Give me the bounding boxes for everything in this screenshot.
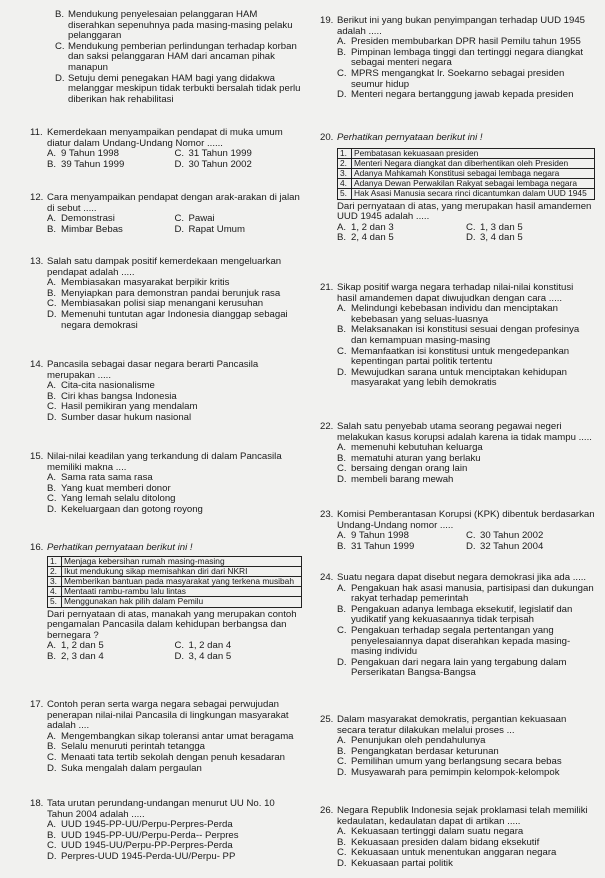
option-letter: A.: [47, 640, 57, 652]
text: membeli barang mewah: [351, 473, 454, 485]
options: [30, 149, 302, 170]
text: 3, 4 dan 5: [480, 232, 523, 244]
option-letter: D.: [174, 158, 185, 170]
option-letter: C.: [174, 640, 185, 652]
question-stem: [320, 283, 595, 304]
option-c: [320, 69, 595, 90]
question-20: [320, 133, 595, 244]
option-d: [466, 542, 595, 553]
text: Membiasakan polisi siap menangani kerusuhan: [61, 298, 264, 310]
text: Cara menyampaikan pendapat dengan arak-arakan di jalan di sebut .....: [47, 192, 300, 214]
question-25: [320, 715, 595, 779]
text: Komisi Pemberantasan Korupsi (KPK) dibentuk berdasarkan Undang-Undang nomor .....: [337, 509, 595, 531]
option-letter: D.: [337, 766, 347, 778]
statement-row: 3. Memberikan bantuan pada masyarakat yang terkena musibah: [48, 577, 302, 587]
question-22: [320, 422, 595, 486]
text: Kekeluargaan dan gotong royong: [61, 503, 203, 515]
options: [320, 223, 595, 244]
option-b: [337, 233, 466, 244]
question-number: 12.: [30, 192, 44, 203]
option-letter: D.: [337, 656, 347, 668]
text: 1, 2 dan 4: [188, 640, 232, 652]
option-letter: A.: [337, 826, 347, 838]
question-followup: Dari pernyataan di atas, yang merupakan hasil amandemen UUD 1945 adalah .....: [337, 200, 592, 223]
option-d: [320, 90, 595, 101]
text: Sumber dasar hukum nasional: [61, 411, 192, 423]
text: Yang kuat memberi donor: [61, 482, 171, 494]
options: [30, 214, 302, 235]
option-letter: B.: [47, 482, 57, 494]
text: 32 Tahun 2004: [480, 540, 544, 552]
text: Tata urutan perundang-undangan menurut UU No. 10 Tahun 2004 adalah .....: [47, 798, 275, 820]
option-d: [30, 413, 302, 424]
text: Setuju demi penegakan HAM bagi yang didakwa melanggar meskipun tidak terbukti bersalah tidak perlu diberikan hak rehabilitasi: [68, 72, 301, 105]
statement-row: 5. Menggunakan hak pilih dalam Pemilu: [48, 597, 302, 607]
option-b: [30, 10, 302, 42]
text: Pengakuan terhadap segala pertentangan yang penyelesaiannya dapat diserahkan kepada masing-masing individu: [351, 624, 571, 658]
question-23: [320, 510, 595, 552]
options: [30, 641, 302, 662]
option-b: [320, 605, 595, 626]
text: Ciri khas bangsa Indonesia: [61, 390, 177, 402]
text: Pengangkatan berdasar keturunan: [351, 745, 499, 757]
option-letter: B.: [47, 287, 57, 299]
question-14: [30, 360, 302, 424]
text: Demonstrasi: [61, 213, 115, 225]
option-letter: C.: [47, 751, 57, 763]
text: 39 Tahun 1999: [61, 158, 125, 170]
text: 9 Tahun 1998: [61, 148, 119, 160]
option-letter: C.: [337, 345, 347, 357]
text: Membiasakan masyarakat berpikir kritis: [61, 277, 230, 289]
question-stem: [30, 799, 302, 820]
text: Suatu negara dapat disebut negara demokrasi jika ada .....: [337, 572, 587, 583]
option-d: [30, 310, 302, 331]
option-letter: B.: [47, 158, 57, 170]
question-stem: [30, 128, 302, 149]
statement-row: 4. Adanya Dewan Perwakilan Rakyat sebagai lembaga negara: [338, 179, 595, 189]
text: Mendukung penyelesaian pelanggaran HAM diserahkan sepenuhnya pada masing-masing pelaku pelanggaran: [68, 9, 293, 42]
question-stem: [320, 806, 595, 827]
option-letter: C.: [337, 463, 347, 475]
option-letter: C.: [174, 213, 185, 225]
option-letter: B.: [337, 836, 347, 848]
option-letter: A.: [47, 148, 57, 160]
option-c: [320, 626, 595, 658]
text: bersaing dengan orang lain: [351, 463, 468, 475]
text: Perhatikan pernyataan berikut ini !: [47, 542, 193, 553]
text: 30 Tahun 2002: [188, 158, 252, 170]
statement-row: 3. Adanya Mahkamah Konstitusi sebagai lembaga negara: [338, 169, 595, 179]
option-letter: D.: [337, 366, 347, 378]
option-letter: B.: [337, 603, 347, 615]
option-letter: A.: [47, 213, 57, 225]
text: Mimbar Bebas: [61, 223, 123, 235]
statement-row: 2. Menteri Negara diangkat dan diberhentikan oleh Presiden: [338, 158, 595, 168]
option-letter: B.: [47, 223, 57, 235]
text: Menyiapkan para demonstran pandai berunjuk rasa: [61, 287, 281, 299]
question-number: 23.: [320, 509, 334, 520]
question-stem: [30, 700, 302, 732]
question-stem: [30, 360, 302, 381]
option-letter: C.: [337, 624, 347, 636]
option-letter: A.: [337, 530, 347, 542]
question-stem: [30, 543, 302, 554]
option-d: [30, 505, 302, 516]
question-12: [30, 193, 302, 235]
question-stem: [320, 510, 595, 531]
text: Negara Republik Indonesia sejak proklamasi telah memiliki kedaulatan, kedaulatan dapat di artikan .....: [337, 805, 588, 827]
option-letter: A.: [47, 472, 57, 484]
option-a: [320, 584, 595, 605]
option-letter: C.: [337, 67, 347, 79]
question-26: [320, 806, 595, 870]
text: Melindungi kebebasan individu dan menciptakan kebebasan yang seluas-luasnya: [351, 303, 558, 325]
option-letter: B.: [337, 540, 347, 552]
option-letter: B.: [47, 829, 57, 841]
option-c: [30, 42, 302, 74]
text: mematuhi aturan yang berlaku: [351, 452, 481, 464]
text: Berikut ini yang bukan penyimpangan terhadap UUD 1945 adalah .....: [337, 15, 585, 37]
text: MPRS mengangkat Ir. Soekarno sebagai presiden seumur hidup: [351, 67, 565, 90]
option-letter: D.: [47, 762, 57, 774]
option-letter: A.: [47, 730, 57, 742]
text: Pemilihan umum yang berlangsung secara bebas: [351, 756, 562, 768]
option-letter: B.: [337, 745, 347, 757]
statement-row: 2. Ikut mendukung sikap memisahkan diri dari NKRI: [48, 566, 302, 576]
question-number: 16.: [30, 542, 44, 553]
question-number: 13.: [30, 256, 44, 267]
text: 1, 2 dan 3: [351, 221, 394, 233]
option-d: [320, 658, 595, 679]
question-number: 17.: [30, 699, 44, 710]
text: Pimpinan lembaga tinggi dan tertinggi negara diangkat sebagai menteri negara: [351, 46, 584, 69]
question-16: [30, 543, 302, 663]
option-d: [320, 368, 595, 389]
text: 3, 4 dan 5: [188, 650, 232, 662]
text: Perpres-UUD 1945-Perda-UU/Perpu- PP: [61, 850, 236, 862]
text: 2, 3 dan 4: [61, 650, 104, 662]
text: Sikap positif warga negara terhadap nilai-nilai konstitusi hasil amandemen dapat diwujudkan dengan cara .....: [337, 282, 574, 304]
statement-table: [337, 148, 595, 200]
text: UUD 1945-PP-UU/Perpu-Perda-- Perpres: [61, 829, 239, 841]
option-letter: D.: [466, 232, 476, 244]
option-letter: B.: [337, 46, 347, 58]
option-letter: C.: [337, 847, 347, 859]
text: Presiden membubarkan DPR hasil Pemilu tahun 1955: [351, 36, 581, 48]
statement-row: 5. Hak Asasi Manusia secara rinci dicantumkan dalam UUD 1945: [338, 189, 595, 199]
question-24: [320, 573, 595, 679]
option-letter: D.: [337, 89, 347, 101]
option-letter: C.: [55, 40, 65, 52]
option-letter: C.: [466, 530, 476, 542]
option-letter: A.: [337, 303, 347, 315]
question-number: 25.: [320, 714, 334, 725]
option-a: [320, 304, 595, 325]
option-letter: D.: [466, 540, 476, 552]
text: 1, 3 dan 5: [480, 221, 523, 233]
text: Salah satu penyebab utama seorang pegawai negeri melakukan kasus korupsi adalah karena ia tidak mampu .....: [337, 421, 592, 443]
option-letter: D.: [47, 411, 57, 423]
text: Kekuasaan partai politik: [351, 857, 453, 869]
text: Salah satu dampak positif kemerdekaan mengeluarkan pendapat adalah .....: [47, 256, 282, 278]
option-b: [47, 160, 175, 171]
option-letter: C.: [47, 298, 57, 310]
option-letter: B.: [55, 9, 65, 20]
text: 1, 2 dan 5: [61, 640, 104, 652]
question-21: [320, 283, 595, 389]
text: memenuhi kebutuhan keluarga: [351, 442, 483, 454]
option-d: [175, 160, 303, 171]
question-stem: [320, 16, 595, 37]
option-letter: C.: [337, 756, 347, 768]
options: [320, 531, 595, 552]
question-number: 21.: [320, 282, 334, 293]
option-letter: D.: [47, 503, 57, 515]
text: Selalu menuruti perintah tetangga: [61, 741, 206, 753]
option-letter: A.: [47, 277, 57, 289]
text: Kekuasaan presiden dalam bidang eksekutif: [351, 836, 540, 848]
text: Pawai: [188, 213, 215, 225]
text: Mewujudkan sarana untuk menciptakan kehidupan masyarakat yang lebih demokratis: [351, 366, 567, 389]
option-letter: A.: [337, 442, 347, 454]
question-number: 11.: [30, 127, 43, 138]
question-11: [30, 128, 302, 170]
option-letter: D.: [337, 857, 347, 869]
question-number: 24.: [320, 572, 334, 583]
question-18: [30, 799, 302, 863]
question-number: 18.: [30, 798, 44, 809]
text: Kemerdekaan menyampaikan pendapat di muka umum diatur dalam Undang-Undang Nomor ......: [47, 127, 283, 149]
text: Nilai-nilai keadilan yang terkandung di dalam Pancasila memiliki makna ....: [47, 451, 282, 473]
text: Mendukung pemberian perlindungan terhadap korban dan saksi pelanggaran HAM dari ancaman pihak manapun: [68, 40, 297, 73]
text: Pancasila sebagai dasar negara berarti Pancasila merupakan .....: [47, 359, 259, 381]
option-letter: C.: [174, 148, 185, 160]
text: Memanfaatkan isi konstitusi untuk mengedepankan kepentingan partai politik tertentu: [351, 345, 570, 368]
option-letter: A.: [337, 735, 347, 747]
option-letter: C.: [466, 221, 476, 233]
text: 9 Tahun 1998: [351, 530, 409, 542]
statement-row: 1. Menjaga kebersihan rumah masing-masing: [48, 556, 302, 566]
option-b: [320, 325, 595, 346]
question-17: [30, 700, 302, 774]
question-number: 22.: [320, 421, 334, 432]
option-letter: D.: [174, 223, 185, 235]
option-letter: A.: [47, 819, 57, 831]
option-letter: D.: [47, 850, 57, 862]
option-d: [175, 652, 303, 663]
text: 30 Tahun 2002: [480, 530, 544, 542]
option-letter: B.: [337, 232, 347, 244]
text: Rapat Umum: [188, 223, 246, 235]
option-b: [337, 542, 466, 553]
text: Pengakuan dari negara lain yang tergabung dalam Perserikatan Bangsa-Bangsa: [351, 656, 567, 679]
question-stem: [320, 133, 595, 144]
statement-table: [47, 556, 302, 608]
option-d: [30, 852, 302, 863]
option-d: [175, 225, 303, 236]
question-15: [30, 452, 302, 516]
text: Kekuasaan tertinggi dalam suatu negara: [351, 826, 524, 838]
option-letter: B.: [47, 741, 57, 753]
option-b: [47, 652, 175, 663]
statement-row: 4. Mentaati rambu-rambu lalu lintas: [48, 587, 302, 597]
option-letter: B.: [47, 650, 57, 662]
text: Melaksanakan isi konstitusi sesuai dengan profesinya dan kemampuan masing-masing: [351, 324, 580, 346]
text: Perhatikan pernyataan berikut ini !: [337, 132, 483, 143]
question-number: 26.: [320, 805, 334, 816]
text: Menteri negara bertanggung jawab kepada presiden: [351, 89, 574, 101]
text: UUD 1945-PP-UU/Perpu-Perpres-Perda: [61, 819, 233, 831]
question-number: 19.: [320, 15, 334, 26]
option-letter: D.: [55, 72, 65, 84]
option-letter: C.: [47, 840, 57, 852]
text: UUD 1945-UU/Perpu-PP-Perpres-Perda: [61, 840, 233, 852]
text: Hasil pemikiran yang mendalam: [61, 401, 198, 413]
option-d: [320, 859, 595, 870]
question-number: 15.: [30, 451, 44, 462]
question-13: [30, 257, 302, 331]
text: 31 Tahun 1999: [351, 540, 415, 552]
text: Memenuhi tuntutan agar Indonesia dianggap sebagai negara demokrasi: [61, 308, 288, 331]
option-letter: A.: [47, 380, 57, 392]
option-letter: A.: [337, 36, 347, 48]
option-letter: A.: [337, 221, 347, 233]
option-b: [47, 225, 175, 236]
question-stem: [320, 422, 595, 443]
option-letter: D.: [174, 650, 185, 662]
option-letter: A.: [337, 582, 347, 594]
option-d: [320, 475, 595, 486]
text: Musyawarah para pemimpin kelompok-kelompok: [351, 766, 560, 778]
question-stem: [30, 193, 302, 214]
text: Penunjukan oleh pendahulunya: [351, 735, 486, 747]
option-letter: C.: [47, 401, 57, 413]
question-stem: [320, 715, 595, 736]
text: Pengakuan adanya lembaga eksekutif, legislatif dan yudikatif yang kekuasaannya tidak terpisah: [351, 603, 573, 626]
text: Cita-cita nasionalisme: [61, 380, 155, 392]
option-letter: B.: [47, 390, 57, 402]
option-letter: D.: [337, 473, 347, 485]
question-stem: [30, 257, 302, 278]
option-d: [466, 233, 595, 244]
question-number: 14.: [30, 359, 44, 370]
text: Mengembangkan sikap toleransi antar umat beragama: [61, 730, 294, 742]
question-19: [320, 16, 595, 101]
text: Yang lemah selalu ditolong: [61, 493, 176, 505]
option-d: [30, 764, 302, 775]
question-followup: Dari pernyataan di atas, manakah yang merupakan contoh pengamalan Pancasila dalam kehidupan berbangsa dan bernegara ?: [47, 608, 297, 641]
option-c: [320, 347, 595, 368]
option-d: [30, 74, 302, 106]
option-letter: C.: [47, 493, 57, 505]
text: Kekuasaan untuk menentukan anggaran negara: [351, 847, 557, 859]
statement-row: 1. Pembatasan kekuasaan presiden: [338, 148, 595, 158]
question-stem: [30, 452, 302, 473]
option-letter: D.: [47, 308, 57, 320]
text: Dalam masyarakat demokratis, pergantian kekuasaan secara teratur dilakukan melalui proses ...: [337, 714, 567, 736]
text: Contoh peran serta warga negara sebagai perwujudan penerapan nilai-nilai Pancasila di lingkungan masyarakat adalah ....: [47, 699, 289, 732]
option-b: [320, 48, 595, 69]
text: Suka mengalah dalam pergaulan: [61, 762, 202, 774]
option-letter: B.: [337, 452, 347, 464]
option-letter: B.: [337, 324, 347, 336]
question-number: 20.: [320, 132, 334, 143]
text: 31 Tahun 1999: [188, 148, 252, 160]
text: Menaati tata tertib sekolah dengan penuh kesadaran: [61, 751, 286, 763]
text: Pengakuan hak asasi manusia, partisipasi dan dukungan rakyat terhadap pemerintah: [351, 582, 594, 605]
text: Sama rata sama rasa: [61, 472, 153, 484]
question-10-continued: [30, 10, 302, 105]
text: 2, 4 dan 5: [351, 232, 394, 244]
option-d: [320, 768, 595, 779]
